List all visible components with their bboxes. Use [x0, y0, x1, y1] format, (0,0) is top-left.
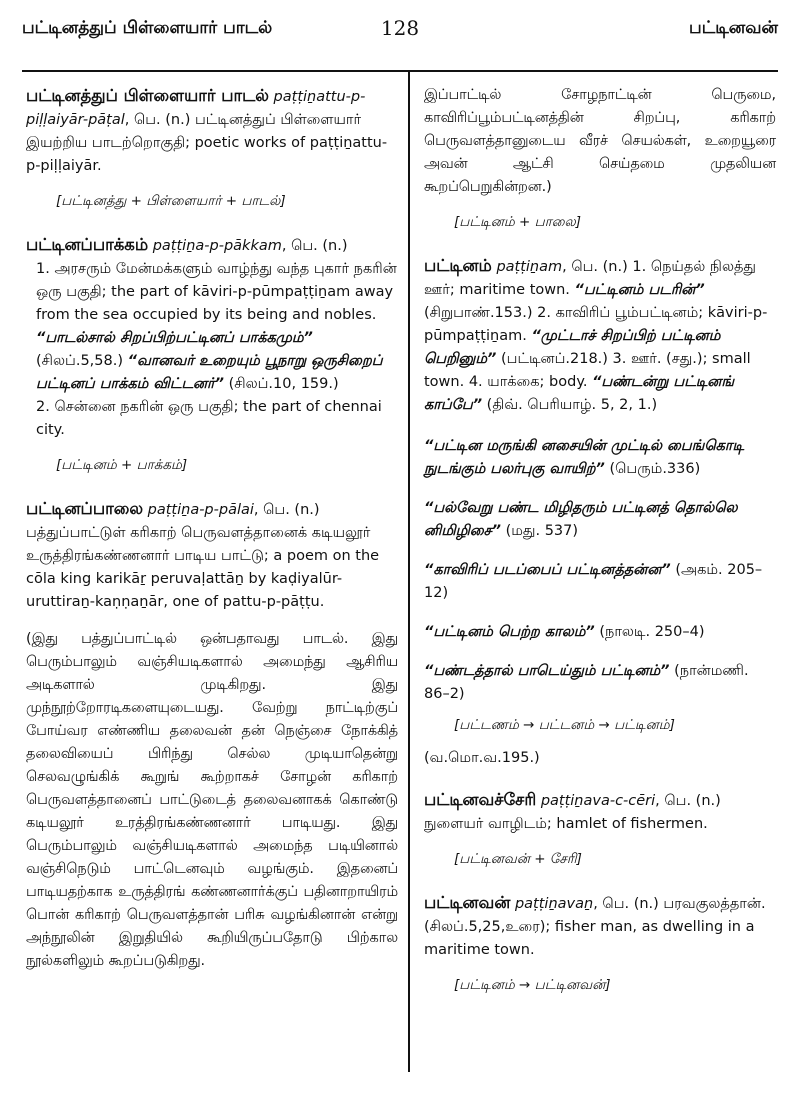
quotation-source: (பட்டினப்.218.)	[496, 351, 608, 367]
quotation: “பட்டின மருங்கி னசையின் முட்டில் பைங்கொடி நுடங்கும் பலர்புகு வாயிற்”	[424, 438, 745, 477]
quotation-block	[424, 435, 776, 481]
column-divider	[408, 70, 410, 1072]
quotation-source: (சிறுபாண்.153.)	[424, 305, 533, 321]
transliteration: paṭṭiṉavaṉ	[514, 896, 594, 912]
headword: பட்டினப்பாக்கம்	[26, 235, 149, 254]
part-of-speech: , பெ. (n.)	[281, 238, 348, 254]
sense-3: 3. ஊர். (சது.); small town. 4. யாக்கை; body.	[424, 351, 751, 390]
page-number: 128	[380, 16, 420, 40]
quotation: “பாடல்சால் சிறப்பிற்பட்டினப் பாக்கமும்”	[36, 330, 313, 346]
quotation-source: (சிலப்.5,58.)	[36, 353, 123, 369]
note-continuation: இப்பாட்டில் சோழநாட்டின் பெருமை, காவிரிப்பூம்பட்டினத்தின் சிறப்பு, கரிகாற் பெருவளத்தானுடைய வீரச் செயல்கள், உறையூரை அவன் ஆட்சி செய்தமை முதலியன கூறப்பெறுகின்றன.)	[424, 87, 776, 195]
quotation-block	[424, 621, 776, 644]
transliteration: paṭṭiṉattu-p-piḷḷaiyār-pāṭal	[26, 89, 366, 128]
sense-1	[26, 258, 398, 396]
quotation-source: (திவ். பெரியாழ். 5, 2, 1.)	[482, 397, 658, 413]
quotation: “பட்டினம் பெற்ற காலம்”	[424, 624, 595, 640]
transliteration: paṭṭiṉava-c-cēri	[540, 793, 656, 809]
quotation-block	[424, 559, 776, 605]
quotation-source: (அகம். 205–12)	[424, 562, 763, 601]
definition: , பெ. (n.) நுளையர் வாழிடம்; hamlet of fishermen.	[424, 793, 721, 832]
transliteration: paṭṭiṉam	[496, 259, 563, 275]
entry-pattinattu-pillaiyar-padal	[26, 84, 398, 178]
etymology: [பட்டினவன் + சேரி]	[454, 851, 582, 867]
etymology: [பட்டினத்து + பிள்ளையார் + பாடல்]	[56, 193, 286, 209]
quotation-source: (பெரும்.336)	[604, 461, 701, 477]
definition: , பெ. (n.) பத்துப்பாட்டுள் கரிகாற் பெருவளத்தானைக் கடியலூர் உருத்திரங்கண்ணனார் பாடிய பாட்டு; a poem on the cōla king karikāṟ peruvaḷattāṉ by kaḍiyalūr-uruttiraṉ-kaṇṇaṉār, one of pattu-p-pāṭṭu.	[26, 502, 380, 610]
quotation-source: (மது. 537)	[500, 523, 579, 539]
header-rule	[22, 70, 778, 72]
headword: பட்டினவன்	[424, 893, 511, 912]
entry-pattinappalai	[26, 497, 398, 614]
sense-2: 2. சென்னை நகரின் ஒரு பகுதி; the part of chennai city.	[36, 399, 382, 438]
right-column	[424, 84, 776, 1017]
sense-2: 2. காவிரிப் பூம்பட்டினம்; kāviri-p-pūmpaṭṭiṉam.	[424, 305, 768, 344]
note-paragraph: (இது பத்துப்பாட்டில் ஒன்பதாவது பாடல். இது பெரும்பாலும் வஞ்சியடிகளால் அமைந்து ஆசிரிய அடிகளால் முடிகிறது. இது முந்நூற்றோரடிகளையுடையது. வேற்று நாட்டிற்குப் போய்வர எண்ணிய தலைவன் தன் நெஞ்சை நோக்கித் தலைவியைப் பிரிந்து செல்ல முடியாதென்று செலவழுங்கிக் கூறுங் கூற்றாகச் சோழன் கரிகாற் பெருவளத்தானைப் பாட்டுடைத் தலைவனாகக் கொண்டு கடியலூர் உரத்திரங்கண்ணனார் பாடியது. இது பெரும்பாலும் வஞ்சியடிகளால் அமைந்த படியினால் வஞ்சிநெடும் பாட்டெனவும் வழங்கும். இதனைப் பாடியதற்காக உருத்திரங் கண்ணனார்க்குப் பதினாறாயிரம் பொன் கரிகாற் பெருவளத்தான் பரிசு வழங்கினான் என்று அந்நூலின் இறுதியில் கூறியிருப்பதோடு பிற்கால நூல்களிலும் கூறப்படுகிறது.	[26, 631, 398, 969]
page-header	[22, 12, 778, 52]
quotation: “பல்வேறு பண்ட மிழிதரும் பட்டினத் தொல்லெ னிமிழிசை”	[424, 500, 738, 539]
reference: (வ.மொ.வ.195.)	[424, 750, 540, 766]
entry-pattinavacceri	[424, 788, 776, 836]
quotation: “காவிரிப் படப்பைப் பட்டினத்தன்ன”	[424, 562, 671, 578]
running-head-left: பட்டினத்துப் பிள்ளையார் பாடல்	[22, 18, 273, 38]
quotation: “பண்டத்தால் பாடெய்தும் பட்டினம்”	[424, 663, 670, 679]
entry-pattinam	[424, 254, 776, 417]
headword: பட்டினப்பாலை	[26, 499, 144, 518]
sense-1: , பெ. (n.) 1. நெய்தல் நிலத்து ஊர்; maritime town.	[424, 259, 756, 298]
quotation: “பட்டினம் படரின்”	[574, 282, 705, 298]
quotation: “வானவர் உறையும் பூநாறு ஒருசிறைப் பட்டினப் பாக்கம் விட்டனர்”	[36, 353, 383, 392]
headword: பட்டினவச்சேரி	[424, 790, 537, 809]
definition: , பெ. (n.) பரவகுலத்தான். (சிலப்.5,25,உரை); fisher man, as dwelling in a maritime town.	[424, 896, 766, 958]
transliteration: paṭṭiṉa-p-pālai	[147, 502, 254, 518]
sense-text: 1. அரசரும் மேன்மக்களும் வாழ்ந்து வந்த புகார் நகரின் ஒரு பகுதி; the part of kāviri-p-pūmpaṭṭiṉam away from the sea occupied by its being and nobles.	[36, 261, 397, 323]
quotation-block	[424, 660, 776, 706]
quotation-block	[424, 497, 776, 543]
quotation: “பண்டன்று பட்டினங் காப்பே”	[424, 374, 735, 413]
quotation-source: (நான்மணி. 86–2)	[424, 663, 749, 702]
etymology: [பட்டினம் → பட்டினவன்]	[454, 977, 611, 993]
etymology: [பட்டினம் + பாக்கம்]	[56, 457, 188, 473]
entry-pattinappakkam	[26, 233, 398, 442]
left-column	[26, 84, 398, 973]
transliteration: paṭṭiṉa-p-pākkam	[152, 238, 282, 254]
entry-pattinavan	[424, 891, 776, 962]
running-head-right: பட்டினவன்	[689, 18, 778, 38]
headword: பட்டினத்துப் பிள்ளையார் பாடல்	[26, 86, 269, 105]
definition: , பெ. (n.) பட்டினத்துப் பிள்ளையார் இயற்றிய பாடற்றொகுதி; poetic works of paṭṭiṉattu-p-piḷḷaiyār.	[26, 112, 388, 174]
headword: பட்டினம்	[424, 256, 492, 275]
etymology: [பட்டணம் → பட்டனம் → பட்டினம்]	[454, 717, 675, 733]
quotation-source: (நாலடி. 250–4)	[594, 624, 705, 640]
etymology: [பட்டினம் + பாலை]	[454, 214, 581, 230]
quotation: “முட்டாச் சிறப்பிற் பட்டினம் பெறினும்”	[424, 328, 721, 367]
quotation-source: (சிலப்.10, 159.)	[223, 376, 339, 392]
